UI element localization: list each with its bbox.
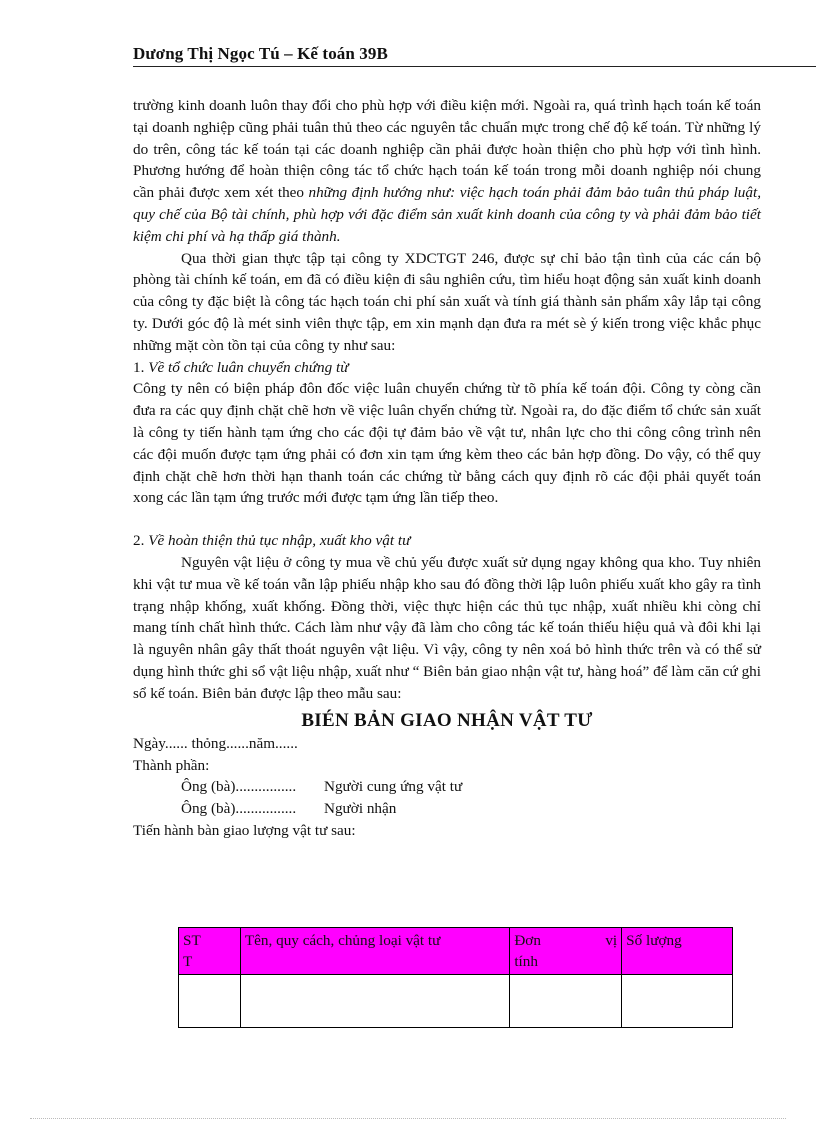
spacer bbox=[133, 509, 761, 530]
form-date-line: Ngày...... thỏng......năm...... bbox=[133, 735, 298, 753]
form-title: BIÉN BẢN GIAO NHẬN VẬT TƯ bbox=[301, 709, 593, 731]
header-stt bbox=[179, 928, 241, 975]
role-receiver-who: Ông (bà)................ bbox=[181, 800, 297, 818]
paragraph-3: Công ty nên có biện pháp đôn đốc việc luân chuyển chứng từ tõ phía kế toán đội. Công ty còng cần đưa ra các quy định chặt chẽ hơn về việc luân chyển chứng từ. Ngoài ra, do đặc điểm tổ chức sản xuất là công ty tiến hành tạm ứng cho các đội tự đảm bảo về vật tư, nhân lực cho thi công công trình nên các đội muốn được tạm ứng phải có đơn xin tạm ứng kèm theo các bản hợp đồng. Do vậy, có thể quy định chặt chẽ hơn thời hạn thanh toán các chứng từ bằng cách quy định rõ các đội phải quyết toán xong các lần tạm ứng trước mới được tạm ứng lần tiếp theo. bbox=[133, 380, 761, 507]
table-cell bbox=[510, 975, 622, 1028]
paragraph-1 bbox=[133, 95, 761, 248]
section-2-title: Về hoàn thiện thủ tục nhập, xuất kho vật tư bbox=[148, 532, 411, 550]
section-1-number: 1. bbox=[133, 358, 149, 376]
form-members-label: Thành phần: bbox=[133, 756, 210, 774]
paragraph-1-text: trường kinh doanh luôn thay đổi cho phù hợp với điều kiện mới. Ngoài ra, quá trình hạch toán kế toán tại doanh nghiệp cũng phải tuân thủ theo các nguyên tắc chuẩn mực trong chế độ kế toán. Từ những lý do trên, công tác kế toán tại các doanh nghiệp cần phải được hoàn thiện cho phù hợp với tình hình. Phương hướng để hoàn thiện công tác tổ chức hạch toán kế toán trong mỗi doanh nghiệp nói chung cần phải được xem xét theo bbox=[133, 97, 761, 202]
header-unit-word2: vị bbox=[605, 932, 618, 949]
header-unit bbox=[510, 928, 622, 975]
section-1-heading bbox=[133, 357, 761, 379]
header-name: Tên, quy cách, chủng loại vật tư bbox=[240, 928, 509, 975]
section-2-heading bbox=[133, 530, 761, 552]
form-role-supplier bbox=[133, 776, 761, 798]
header-unit-word1: Đơn bbox=[514, 932, 541, 949]
page-header-author: Dương Thị Ngọc Tú – Kế toán 39B bbox=[133, 44, 388, 63]
section-2-number: 2. bbox=[133, 532, 149, 550]
goods-table bbox=[178, 927, 733, 1028]
table-row bbox=[179, 975, 733, 1028]
header-divider bbox=[133, 66, 816, 67]
table-cell bbox=[622, 975, 733, 1028]
header-stt-line1: ST bbox=[183, 932, 201, 949]
role-receiver-desc: Người nhận bbox=[324, 800, 397, 818]
paragraph-2: Qua thời gian thực tập tại công ty XDCTGT 246, được sự chỉ bảo tận tình của các cán bộ phòng tài chính kế toán, em đã có điều kiện đi sâu nghiên cứu, tìm hiểu hoạt động sản xuất kinh doanh của công ty đặc biệt là công tác hạch toán chi phí sản xuất và tính giá thành sản phẩm xây lắp tại công ty. Dưới góc độ là mét sinh viên thực tập, em xin mạnh dạn đưa ra mét sè ý kiến trong việc khắc phục những mặt còn tồn tại của công ty như sau: bbox=[133, 249, 761, 354]
paragraph-4: Nguyên vật liệu ở công ty mua về chủ yếu được xuất sử dụng ngay không qua kho. Tuy nhiên khi vật tư mua về kế toán vẫn lập phiếu nhập kho sau đó đồng thời lập luôn phiếu xuất kho gây ra tình trạng nhập khống, xuất khống. Đồng thời, việc thực hiện các thủ tục nhập, xuất nhiều khi còng chỉ mang tính chất hình thức. Cách làm như vậy đã làm cho công tác kế toán thiếu hiệu quả và đôi khi lại là nguyên nhân gây thất thoát nguyên vật liệu. Vì vậy, công ty nên xoá bỏ hình thức trên và có thể sử dụng hình thức ghi sổ vật liệu nhập, xuất như “ Biên bản giao nhận vật tư, hàng hoá” để làm căn cứ ghi sổ kế toán. Biên bản được lập theo mẫu sau: bbox=[133, 553, 761, 702]
header-unit-line2: tính bbox=[514, 953, 538, 970]
header-unit-line1 bbox=[514, 930, 617, 951]
table-cell bbox=[240, 975, 509, 1028]
page-bottom-edge bbox=[30, 1118, 786, 1119]
role-supplier-who: Ông (bà)................ bbox=[181, 778, 297, 796]
header-stt-line2: T bbox=[183, 953, 193, 970]
paragraph-1-italic: những định hướng như: việc hạch toán phải đảm bảo tuân thủ pháp luật, quy chế của Bộ tài chính, phù hợp với đặc điểm sản xuất kinh doanh của công ty và phải đảm bảo tiết kiệm chi phí và hạ thấp giá thành. bbox=[133, 184, 762, 245]
document-body bbox=[133, 95, 761, 842]
table-header-row bbox=[179, 928, 733, 975]
role-supplier-desc: Người cung ứng vật tư bbox=[324, 778, 463, 796]
header-quantity: Số lượng bbox=[622, 928, 733, 975]
table-cell bbox=[179, 975, 241, 1028]
section-1-title: Về tổ chức luân chuyển chứng từ bbox=[148, 358, 349, 376]
form-role-receiver bbox=[133, 798, 761, 820]
form-handover-line: Tiến hành bàn giao lượng vật tư sau: bbox=[133, 822, 356, 840]
